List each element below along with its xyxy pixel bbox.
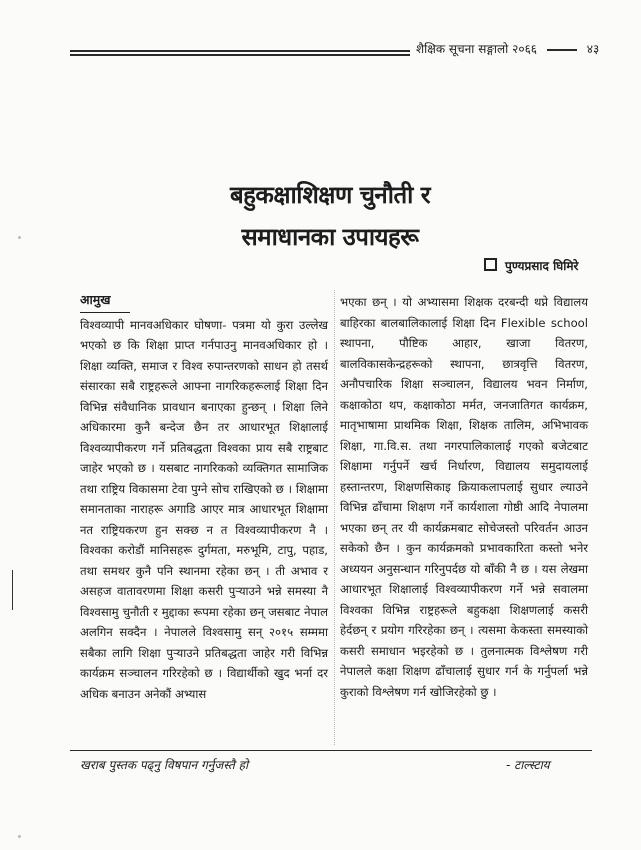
- left-column: [80, 290, 328, 704]
- publication-name: शैक्षिक सूचना सङ्गालो २०६६: [416, 42, 538, 56]
- margin-mark: [12, 570, 23, 610]
- author-byline: [484, 257, 578, 274]
- title-line-1: बहुकक्षाशिक्षण चुनौती र: [229, 181, 431, 209]
- header-rule: [70, 50, 410, 56]
- left-column-text: विश्वव्यापी मानवअधिकार घोषणा- पत्रमा यो कुरा उल्लेख भएको छ कि शिक्षा प्राप्त गर्नपाउनु मानवअधिकार हो । शिक्षा व्यक्ति, समाज र विश्व रुपान्तरणको साधन हो तसर्थ संसारका सबै राष्ट्रहरूले आफ्ना नागरिकहरूलाई शिक्षा दिन विभिन्न संवैधानिक प्रावधान बनाएका हुन्छन् । शिक्षा लिने अधिकारमा कुनै बन्देज छैन तर आधारभूत शिक्षालाई विश्वव्यापीकरण गर्ने प्रतिबद्धता विश्वका प्राय सबै राष्ट्रबाट जाहेर भएको छ । यसबाट नागरिकको व्यक्तिगत सामाजिक तथा राष्ट्रिय विकासमा टेवा पुग्ने सोच राखिएको छ । शिक्षामा समानताका नाराहरू अगाडि आएर मात्र आधारभूत शिक्षामा नत राष्ट्रियकरण हुन सक्छ न त विश्वव्यापीकरण नै । विश्वका करोडौं मानिसहरू दुर्गमता, मरुभूमि, टापु, पहाड, तथा समथर कुनै पनि स्थानमा रहेका छन् । ती अभाव र असहज वातावरणमा शिक्षा कसरी पुर्‍याउने भन्ने समस्या नै विश्वसामु चुनौती र मुद्दाका रूपमा रहेका छन् जसबाट नेपाल अलगिन सक्दैन । नेपालले विश्वसामु सन् २०१५ सम्ममा सबैका लागि शिक्षा पुर्‍याउने प्रतिबद्धता जाहेर गरी विभिन्न कार्यक्रम सञ्चालन गरिरहेको छ । विद्यार्थीको खुद भर्ना दर अधिक बनाउन अनेकौं अभ्यास: [80, 317, 328, 701]
- footer-quote-author: - टाल्स्टाय: [506, 758, 550, 772]
- article-title: [150, 174, 510, 258]
- column-divider: [334, 290, 335, 745]
- section-heading: आमुख: [80, 290, 328, 313]
- margin-dot: [18, 835, 21, 838]
- running-header: [416, 40, 599, 57]
- title-line-2: समाधानका उपायहरू: [241, 223, 419, 251]
- margin-dot: [18, 236, 21, 239]
- page-number: ४३: [586, 42, 600, 56]
- footer-rule: [70, 750, 592, 751]
- right-column-text: भएका छन् । यो अभ्यासमा शिक्षक दरबन्दी थप्ने विद्यालय बाहिरका बालबालिकालाई शिक्षा दिन Flexible school स्थापना, पौष्टिक आहार, खाजा वितरण, बालविकासकेन्द्रहरूको स्थापना, छात्रवृत्ति वितरण, अनौपचारिक शिक्षा सञ्चालन, विद्यालय भवन निर्माण, कक्षाकोठा थप, कक्षाकोठा मर्मत, जनजातिगत कार्यक्रम, मातृभाषामा प्राथमिक शिक्षा, शिक्षक तालिम, अभिभावक शिक्षा, गा.वि.स. तथा नगरपालिकालाई गएको बजेटबाट शिक्षामा गर्नुपर्ने खर्च निर्धारण, विद्यालय समुदायलाई हस्तान्तरण, शिक्षणसिकाइ क्रियाकलापलाई सुधार ल्याउने विभिन्न ढाँचामा शिक्षण गर्ने कार्यशाला गोष्ठी आदि नेपालमा भएका छन् तर यी कार्यक्रमबाट सोचेजस्तो परिवर्तन आउन सकेको छैन । कुन कार्यक्रमको प्रभावकारिता कस्तो भनेर अध्ययन अनुसन्धान गरिनुपर्दछ यो बाँकी नै छ । यस लेखमा आधारभूत शिक्षालाई विश्वव्यापीकरण गर्ने भन्ने सवालमा विश्वका विभिन्न राष्ट्रहरूले बहुकक्षा शिक्षणलाई कसरी हेर्दछन् र प्रयोग गरिरहेका छन् । त्यसमा केकस्ता समस्याको कसरी समाधान भइरहेको छ । तुलनात्मक विश्लेषण गरी नेपालले कक्षा शिक्षण ढाँचालाई सुधार गर्न के गर्नुपर्ला भन्ने कुराको विश्लेषण गर्न खोजिरहेको छु ।: [340, 295, 588, 699]
- author-name: पुण्यप्रसाद घिमिरे: [505, 259, 579, 273]
- checkbox-square-icon: [484, 258, 497, 271]
- header-dash: [547, 49, 577, 51]
- right-column: [340, 292, 588, 702]
- footer-quote: खराब पुस्तक पढ्नु विषपान गर्नुजस्तै हो: [80, 758, 249, 772]
